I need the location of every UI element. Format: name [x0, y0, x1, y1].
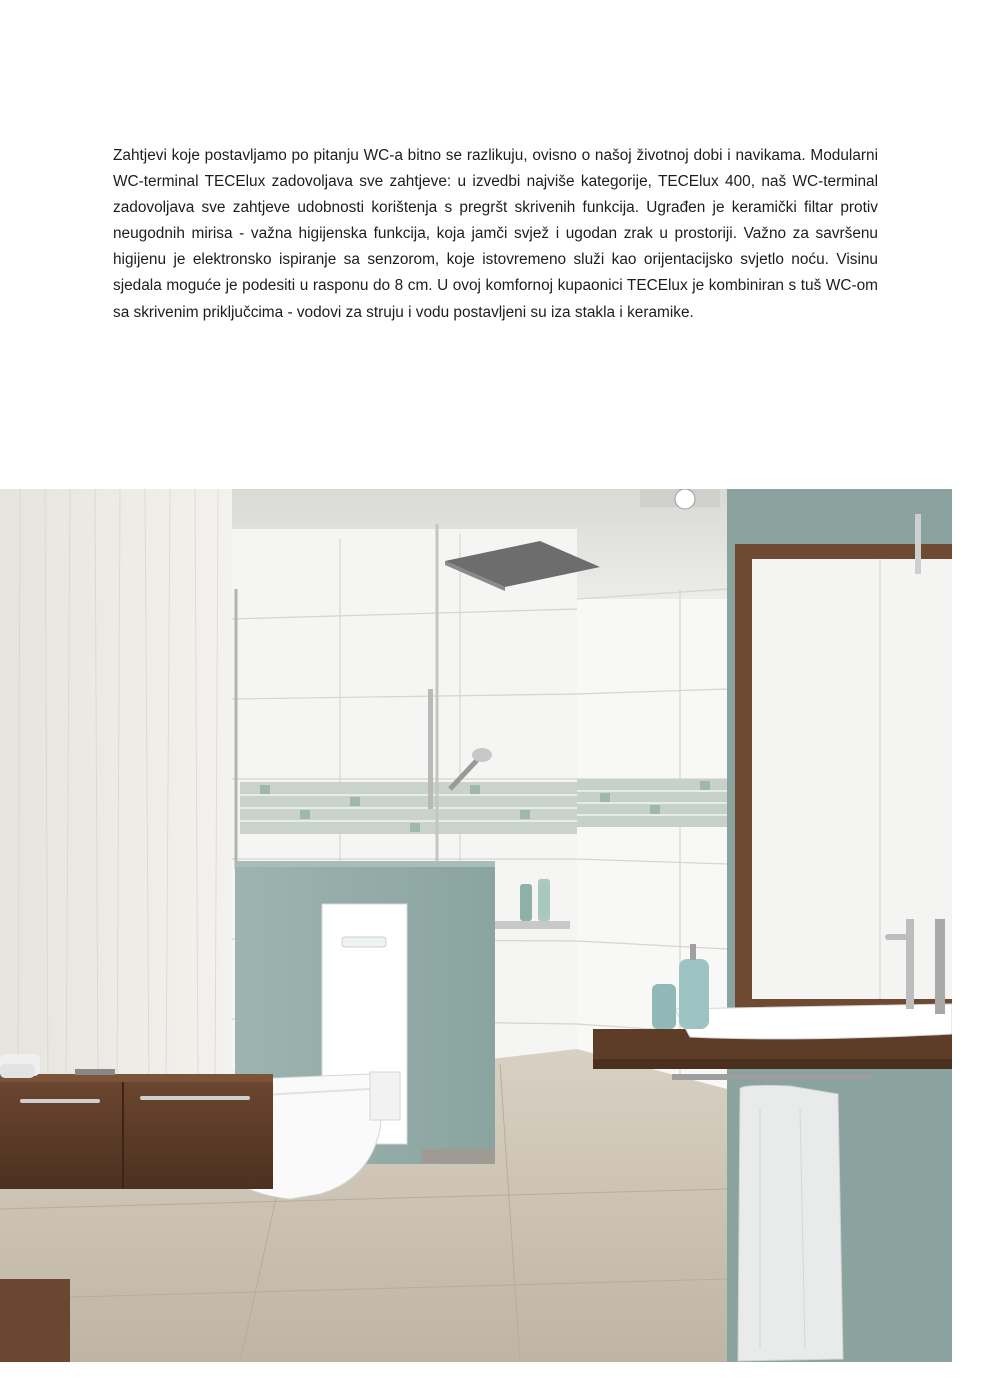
wash-basin [675, 1004, 952, 1039]
article-text [113, 143, 878, 326]
bathroom-photo [0, 489, 952, 1362]
mosaic-band [240, 779, 727, 834]
shower-shelf [495, 921, 570, 929]
body-paragraph: Zahtjevi koje postavljamo po pitanju WC-a bitno se razlikuju, ovisno o našoj životnoj dobi i navikama. Modularni WC-terminal TECElux zadovoljava sve zahtjeve: u izvedbi najviše kategorije, TECElux 400, naš WC-terminal zadovoljava sve zahtjeve udobnosti korištenja s pregršt skrivenih funkcija. Ugrađen je keramički filtar protiv neugodnih mirisa - važna higijenska funkcija, koja jamči svjež i ugodan zrak u prostoriji. Važno za savršenu higijenu je elektronsko ispiranje sa senzorom, koje istovremeno služi kao orijentacijsko svjetlo noću. Visinu sjedala moguće je podesiti u rasponu do 8 cm. U ovoj komfornoj kupaonici TECElux je kombiniran s tuš WC-om sa skrivenim priključcima - vodovi za struju i vodu postavljeni su iza stakla i keramike. [113, 147, 878, 321]
hanging-towel [738, 1085, 843, 1361]
soap-dispenser [679, 959, 709, 1029]
wooden-bench [0, 1079, 273, 1189]
towel-rail [672, 1074, 872, 1080]
soap-bottle [652, 984, 676, 1029]
mirror [752, 559, 952, 999]
basin-tap [906, 919, 914, 1009]
